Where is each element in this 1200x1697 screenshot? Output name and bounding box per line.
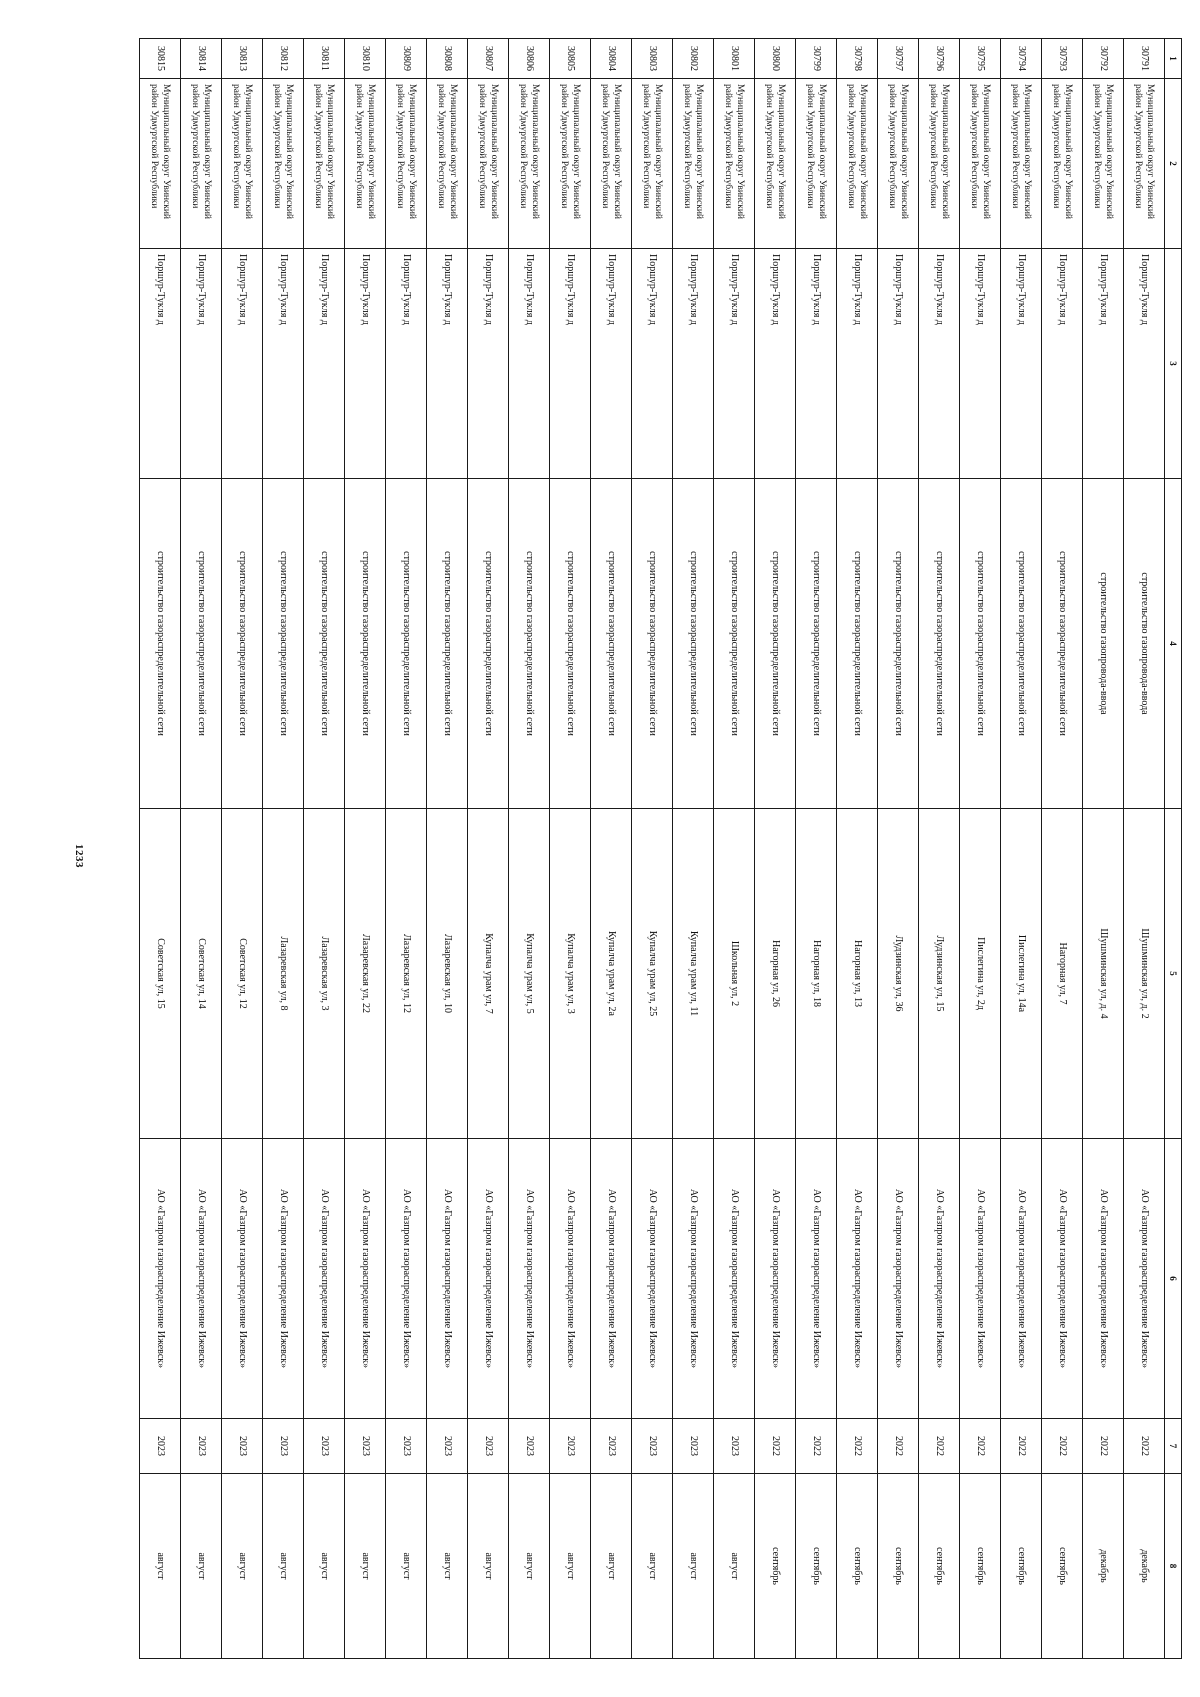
record-number: 30802 bbox=[673, 39, 714, 79]
year-cell: 2022 bbox=[919, 1419, 960, 1474]
municipality-cell: Муниципальный округ Увинский район Удмуртской Республики bbox=[468, 79, 509, 249]
month-cell: август bbox=[263, 1474, 304, 1659]
work-type-cell: строительство газораспределительной сети bbox=[919, 479, 960, 809]
column-header: 6 bbox=[1165, 1139, 1182, 1419]
record-number: 30809 bbox=[386, 39, 427, 79]
municipality-cell: Муниципальный округ Увинский район Удмуртской Республики bbox=[345, 79, 386, 249]
record-number: 30812 bbox=[263, 39, 304, 79]
organization-cell: АО «Газпром газораспределение Ижевск» bbox=[1083, 1139, 1124, 1419]
work-type-cell: строительство газопровода-ввода bbox=[1083, 479, 1124, 809]
year-cell: 2023 bbox=[468, 1419, 509, 1474]
organization-cell: АО «Газпром газораспределение Ижевск» bbox=[796, 1139, 837, 1419]
municipality-cell: Муниципальный округ Увинский район Удмуртской Республики bbox=[591, 79, 632, 249]
organization-cell: АО «Газпром газораспределение Ижевск» bbox=[919, 1139, 960, 1419]
record-number: 30795 bbox=[960, 39, 1001, 79]
locality-cell: Поршур-Тукля д bbox=[550, 249, 591, 479]
table-row bbox=[591, 39, 632, 1659]
address-cell: Лазаревская ул, 3 bbox=[304, 809, 345, 1139]
address-cell: Лазаревская ул, 22 bbox=[345, 809, 386, 1139]
municipality-cell: Муниципальный округ Увинский район Удмуртской Республики bbox=[181, 79, 222, 249]
record-number: 30806 bbox=[509, 39, 550, 79]
organization-cell: АО «Газпром газораспределение Ижевск» bbox=[878, 1139, 919, 1419]
organization-cell: АО «Газпром газораспределение Ижевск» bbox=[837, 1139, 878, 1419]
locality-cell: Поршур-Тукля д bbox=[878, 249, 919, 479]
month-cell: август bbox=[427, 1474, 468, 1659]
table-row bbox=[263, 39, 304, 1659]
work-type-cell: строительство газораспределительной сети bbox=[304, 479, 345, 809]
locality-cell: Поршур-Тукля д bbox=[1042, 249, 1083, 479]
table-body bbox=[140, 39, 1165, 1659]
work-type-cell: строительство газораспределительной сети bbox=[796, 479, 837, 809]
month-cell: август bbox=[550, 1474, 591, 1659]
table-row bbox=[714, 39, 755, 1659]
work-type-cell: строительство газораспределительной сети bbox=[550, 479, 591, 809]
month-cell: август bbox=[468, 1474, 509, 1659]
organization-cell: АО «Газпром газораспределение Ижевск» bbox=[140, 1139, 181, 1419]
year-cell: 2023 bbox=[304, 1419, 345, 1474]
record-number: 30813 bbox=[222, 39, 263, 79]
work-type-cell: строительство газораспределительной сети bbox=[509, 479, 550, 809]
year-cell: 2023 bbox=[509, 1419, 550, 1474]
month-cell: август bbox=[714, 1474, 755, 1659]
record-number: 30798 bbox=[837, 39, 878, 79]
organization-cell: АО «Газпром газораспределение Ижевск» bbox=[222, 1139, 263, 1419]
work-type-cell: строительство газораспределительной сети bbox=[263, 479, 304, 809]
table-row bbox=[468, 39, 509, 1659]
year-cell: 2023 bbox=[714, 1419, 755, 1474]
address-cell: Нагорная ул, 26 bbox=[755, 809, 796, 1139]
year-cell: 2023 bbox=[673, 1419, 714, 1474]
organization-cell: АО «Газпром газораспределение Ижевск» bbox=[427, 1139, 468, 1419]
month-cell: сентябрь bbox=[796, 1474, 837, 1659]
month-cell: сентябрь bbox=[837, 1474, 878, 1659]
table-row bbox=[1083, 39, 1124, 1659]
month-cell: август bbox=[386, 1474, 427, 1659]
municipality-cell: Муниципальный округ Увинский район Удмуртской Республики bbox=[222, 79, 263, 249]
record-number: 30810 bbox=[345, 39, 386, 79]
locality-cell: Поршур-Тукля д bbox=[1124, 249, 1165, 479]
column-header: 8 bbox=[1165, 1474, 1182, 1659]
record-number: 30800 bbox=[755, 39, 796, 79]
municipality-cell: Муниципальный округ Увинский район Удмуртской Республики bbox=[550, 79, 591, 249]
record-number: 30814 bbox=[181, 39, 222, 79]
month-cell: август bbox=[345, 1474, 386, 1659]
table-row bbox=[222, 39, 263, 1659]
locality-cell: Поршур-Тукля д bbox=[837, 249, 878, 479]
municipality-cell: Муниципальный округ Увинский район Удмуртской Республики bbox=[1083, 79, 1124, 249]
address-cell: Купалча урам ул, 11 bbox=[673, 809, 714, 1139]
table-row bbox=[550, 39, 591, 1659]
record-number: 30792 bbox=[1083, 39, 1124, 79]
locality-cell: Поршур-Тукля д bbox=[919, 249, 960, 479]
address-cell: Советская ул, 14 bbox=[181, 809, 222, 1139]
month-cell: август bbox=[509, 1474, 550, 1659]
municipality-cell: Муниципальный округ Увинский район Удмуртской Республики bbox=[632, 79, 673, 249]
address-cell: Нагорная ул, 18 bbox=[796, 809, 837, 1139]
locality-cell: Поршур-Тукля д bbox=[427, 249, 468, 479]
year-cell: 2022 bbox=[1124, 1419, 1165, 1474]
record-number: 30794 bbox=[1001, 39, 1042, 79]
address-cell: Советская ул, 15 bbox=[140, 809, 181, 1139]
year-cell: 2023 bbox=[427, 1419, 468, 1474]
column-header: 4 bbox=[1165, 479, 1182, 809]
locality-cell: Поршур-Тукля д bbox=[591, 249, 632, 479]
locality-cell: Поршур-Тукля д bbox=[509, 249, 550, 479]
column-header: 1 bbox=[1165, 39, 1182, 79]
organization-cell: АО «Газпром газораспределение Ижевск» bbox=[181, 1139, 222, 1419]
municipality-cell: Муниципальный округ Увинский район Удмуртской Республики bbox=[1124, 79, 1165, 249]
record-number: 30796 bbox=[919, 39, 960, 79]
work-type-cell: строительство газораспределительной сети bbox=[345, 479, 386, 809]
work-type-cell: строительство газораспределительной сети bbox=[878, 479, 919, 809]
table-row bbox=[755, 39, 796, 1659]
work-type-cell: строительство газораспределительной сети bbox=[140, 479, 181, 809]
record-number: 30811 bbox=[304, 39, 345, 79]
data-table bbox=[139, 38, 1182, 1659]
organization-cell: АО «Газпром газораспределение Ижевск» bbox=[632, 1139, 673, 1419]
municipality-cell: Муниципальный округ Увинский район Удмуртской Республики bbox=[386, 79, 427, 249]
locality-cell: Поршур-Тукля д bbox=[222, 249, 263, 479]
address-cell: Пислегина ул, 14а bbox=[1001, 809, 1042, 1139]
table-row bbox=[181, 39, 222, 1659]
table-row bbox=[837, 39, 878, 1659]
locality-cell: Поршур-Тукля д bbox=[1001, 249, 1042, 479]
municipality-cell: Муниципальный округ Увинский район Удмуртской Республики bbox=[919, 79, 960, 249]
record-number: 30793 bbox=[1042, 39, 1083, 79]
locality-cell: Поршур-Тукля д bbox=[386, 249, 427, 479]
column-header: 5 bbox=[1165, 809, 1182, 1139]
organization-cell: АО «Газпром газораспределение Ижевск» bbox=[550, 1139, 591, 1419]
municipality-cell: Муниципальный округ Увинский район Удмуртской Республики bbox=[1001, 79, 1042, 249]
organization-cell: АО «Газпром газораспределение Ижевск» bbox=[468, 1139, 509, 1419]
work-type-cell: строительство газораспределительной сети bbox=[222, 479, 263, 809]
table-row bbox=[509, 39, 550, 1659]
month-cell: декабрь bbox=[1124, 1474, 1165, 1659]
municipality-cell: Муниципальный округ Увинский район Удмуртской Республики bbox=[878, 79, 919, 249]
header-row bbox=[1165, 39, 1182, 1659]
municipality-cell: Муниципальный округ Увинский район Удмуртской Республики bbox=[1042, 79, 1083, 249]
organization-cell: АО «Газпром газораспределение Ижевск» bbox=[714, 1139, 755, 1419]
work-type-cell: строительство газораспределительной сети bbox=[386, 479, 427, 809]
organization-cell: АО «Газпром газораспределение Ижевск» bbox=[673, 1139, 714, 1419]
municipality-cell: Муниципальный округ Увинский район Удмуртской Республики bbox=[837, 79, 878, 249]
table-row bbox=[632, 39, 673, 1659]
month-cell: сентябрь bbox=[1001, 1474, 1042, 1659]
work-type-cell: строительство газораспределительной сети bbox=[1001, 479, 1042, 809]
month-cell: август bbox=[591, 1474, 632, 1659]
organization-cell: АО «Газпром газораспределение Ижевск» bbox=[304, 1139, 345, 1419]
municipality-cell: Муниципальный округ Увинский район Удмуртской Республики bbox=[796, 79, 837, 249]
municipality-cell: Муниципальный округ Увинский район Удмуртской Республики bbox=[673, 79, 714, 249]
work-type-cell: строительство газораспределительной сети bbox=[427, 479, 468, 809]
rotated-table-container bbox=[142, 38, 1182, 1658]
locality-cell: Поршур-Тукля д bbox=[673, 249, 714, 479]
table-row bbox=[1124, 39, 1165, 1659]
work-type-cell: строительство газораспределительной сети bbox=[714, 479, 755, 809]
year-cell: 2023 bbox=[222, 1419, 263, 1474]
record-number: 30805 bbox=[550, 39, 591, 79]
year-cell: 2023 bbox=[632, 1419, 673, 1474]
year-cell: 2023 bbox=[140, 1419, 181, 1474]
address-cell: Лазаревская ул, 12 bbox=[386, 809, 427, 1139]
month-cell: август bbox=[304, 1474, 345, 1659]
month-cell: сентябрь bbox=[1042, 1474, 1083, 1659]
work-type-cell: строительство газораспределительной сети bbox=[591, 479, 632, 809]
address-cell: Лудзинская ул, 36 bbox=[878, 809, 919, 1139]
record-number: 30791 bbox=[1124, 39, 1165, 79]
locality-cell: Поршур-Тукля д bbox=[1083, 249, 1124, 479]
table-row bbox=[960, 39, 1001, 1659]
work-type-cell: строительство газораспределительной сети bbox=[960, 479, 1001, 809]
address-cell: Лудзинская ул, 15 bbox=[919, 809, 960, 1139]
locality-cell: Поршур-Тукля д bbox=[796, 249, 837, 479]
year-cell: 2023 bbox=[386, 1419, 427, 1474]
record-number: 30799 bbox=[796, 39, 837, 79]
locality-cell: Поршур-Тукля д bbox=[714, 249, 755, 479]
column-header: 2 bbox=[1165, 79, 1182, 249]
organization-cell: АО «Газпром газораспределение Ижевск» bbox=[1042, 1139, 1083, 1419]
organization-cell: АО «Газпром газораспределение Ижевск» bbox=[509, 1139, 550, 1419]
municipality-cell: Муниципальный округ Увинский район Удмуртской Республики bbox=[755, 79, 796, 249]
organization-cell: АО «Газпром газораспределение Ижевск» bbox=[755, 1139, 796, 1419]
year-cell: 2022 bbox=[755, 1419, 796, 1474]
month-cell: август bbox=[140, 1474, 181, 1659]
record-number: 30804 bbox=[591, 39, 632, 79]
address-cell: Лазаревская ул, 10 bbox=[427, 809, 468, 1139]
address-cell: Купалча урам ул, 3 bbox=[550, 809, 591, 1139]
page-number: 1233 bbox=[73, 844, 85, 868]
year-cell: 2022 bbox=[960, 1419, 1001, 1474]
work-type-cell: строительство газораспределительной сети bbox=[468, 479, 509, 809]
address-cell: Нагорная ул, 13 bbox=[837, 809, 878, 1139]
address-cell: Купалча урам ул, 7 bbox=[468, 809, 509, 1139]
address-cell: Нагорная ул, 7 bbox=[1042, 809, 1083, 1139]
record-number: 30803 bbox=[632, 39, 673, 79]
work-type-cell: строительство газораспределительной сети bbox=[837, 479, 878, 809]
month-cell: август bbox=[222, 1474, 263, 1659]
month-cell: август bbox=[181, 1474, 222, 1659]
locality-cell: Поршур-Тукля д bbox=[632, 249, 673, 479]
month-cell: сентябрь bbox=[755, 1474, 796, 1659]
year-cell: 2023 bbox=[263, 1419, 304, 1474]
locality-cell: Поршур-Тукля д bbox=[468, 249, 509, 479]
organization-cell: АО «Газпром газораспределение Ижевск» bbox=[1124, 1139, 1165, 1419]
table-row bbox=[345, 39, 386, 1659]
municipality-cell: Муниципальный округ Увинский район Удмуртской Республики bbox=[427, 79, 468, 249]
record-number: 30815 bbox=[140, 39, 181, 79]
work-type-cell: строительство газопровода-ввода bbox=[1124, 479, 1165, 809]
table-row bbox=[919, 39, 960, 1659]
municipality-cell: Муниципальный округ Увинский район Удмуртской Республики bbox=[304, 79, 345, 249]
municipality-cell: Муниципальный округ Увинский район Удмуртской Республики bbox=[714, 79, 755, 249]
month-cell: сентябрь bbox=[960, 1474, 1001, 1659]
record-number: 30808 bbox=[427, 39, 468, 79]
table-row bbox=[796, 39, 837, 1659]
organization-cell: АО «Газпром газораспределение Ижевск» bbox=[263, 1139, 304, 1419]
organization-cell: АО «Газпром газораспределение Ижевск» bbox=[1001, 1139, 1042, 1419]
year-cell: 2023 bbox=[591, 1419, 632, 1474]
address-cell: Пислегина ул, 2д bbox=[960, 809, 1001, 1139]
municipality-cell: Муниципальный округ Увинский район Удмуртской Республики bbox=[140, 79, 181, 249]
address-cell: Советская ул, 12 bbox=[222, 809, 263, 1139]
locality-cell: Поршур-Тукля д bbox=[960, 249, 1001, 479]
column-header: 7 bbox=[1165, 1419, 1182, 1474]
locality-cell: Поршур-Тукля д bbox=[345, 249, 386, 479]
work-type-cell: строительство газораспределительной сети bbox=[181, 479, 222, 809]
year-cell: 2022 bbox=[1001, 1419, 1042, 1474]
table-row bbox=[427, 39, 468, 1659]
locality-cell: Поршур-Тукля д bbox=[181, 249, 222, 479]
year-cell: 2022 bbox=[796, 1419, 837, 1474]
municipality-cell: Муниципальный округ Увинский район Удмуртской Республики bbox=[509, 79, 550, 249]
record-number: 30797 bbox=[878, 39, 919, 79]
year-cell: 2023 bbox=[345, 1419, 386, 1474]
table-row bbox=[1001, 39, 1042, 1659]
organization-cell: АО «Газпром газораспределение Ижевск» bbox=[386, 1139, 427, 1419]
year-cell: 2022 bbox=[1042, 1419, 1083, 1474]
month-cell: сентябрь bbox=[919, 1474, 960, 1659]
work-type-cell: строительство газораспределительной сети bbox=[673, 479, 714, 809]
organization-cell: АО «Газпром газораспределение Ижевск» bbox=[591, 1139, 632, 1419]
year-cell: 2023 bbox=[181, 1419, 222, 1474]
organization-cell: АО «Газпром газораспределение Ижевск» bbox=[345, 1139, 386, 1419]
month-cell: август bbox=[673, 1474, 714, 1659]
address-cell: Школьная ул, 2 bbox=[714, 809, 755, 1139]
municipality-cell: Муниципальный округ Увинский район Удмуртской Республики bbox=[263, 79, 304, 249]
record-number: 30801 bbox=[714, 39, 755, 79]
year-cell: 2022 bbox=[878, 1419, 919, 1474]
table-row bbox=[878, 39, 919, 1659]
address-cell: Шушминская ул, д. 4 bbox=[1083, 809, 1124, 1139]
address-cell: Шушминская ул, д. 2 bbox=[1124, 809, 1165, 1139]
column-header: 3 bbox=[1165, 249, 1182, 479]
address-cell: Купалча урам ул, 5 bbox=[509, 809, 550, 1139]
table-row bbox=[140, 39, 181, 1659]
year-cell: 2023 bbox=[550, 1419, 591, 1474]
address-cell: Купалча урам ул, 25 bbox=[632, 809, 673, 1139]
year-cell: 2022 bbox=[837, 1419, 878, 1474]
work-type-cell: строительство газораспределительной сети bbox=[1042, 479, 1083, 809]
locality-cell: Поршур-Тукля д bbox=[304, 249, 345, 479]
record-number: 30807 bbox=[468, 39, 509, 79]
address-cell: Купалча урам ул, 2а bbox=[591, 809, 632, 1139]
table-row bbox=[304, 39, 345, 1659]
work-type-cell: строительство газораспределительной сети bbox=[755, 479, 796, 809]
month-cell: август bbox=[632, 1474, 673, 1659]
month-cell: декабрь bbox=[1083, 1474, 1124, 1659]
address-cell: Лазаревская ул, 8 bbox=[263, 809, 304, 1139]
locality-cell: Поршур-Тукля д bbox=[140, 249, 181, 479]
month-cell: сентябрь bbox=[878, 1474, 919, 1659]
table-row bbox=[673, 39, 714, 1659]
locality-cell: Поршур-Тукля д bbox=[755, 249, 796, 479]
organization-cell: АО «Газпром газораспределение Ижевск» bbox=[960, 1139, 1001, 1419]
locality-cell: Поршур-Тукля д bbox=[263, 249, 304, 479]
table-row bbox=[1042, 39, 1083, 1659]
year-cell: 2022 bbox=[1083, 1419, 1124, 1474]
municipality-cell: Муниципальный округ Увинский район Удмуртской Республики bbox=[960, 79, 1001, 249]
table-row bbox=[386, 39, 427, 1659]
work-type-cell: строительство газораспределительной сети bbox=[632, 479, 673, 809]
